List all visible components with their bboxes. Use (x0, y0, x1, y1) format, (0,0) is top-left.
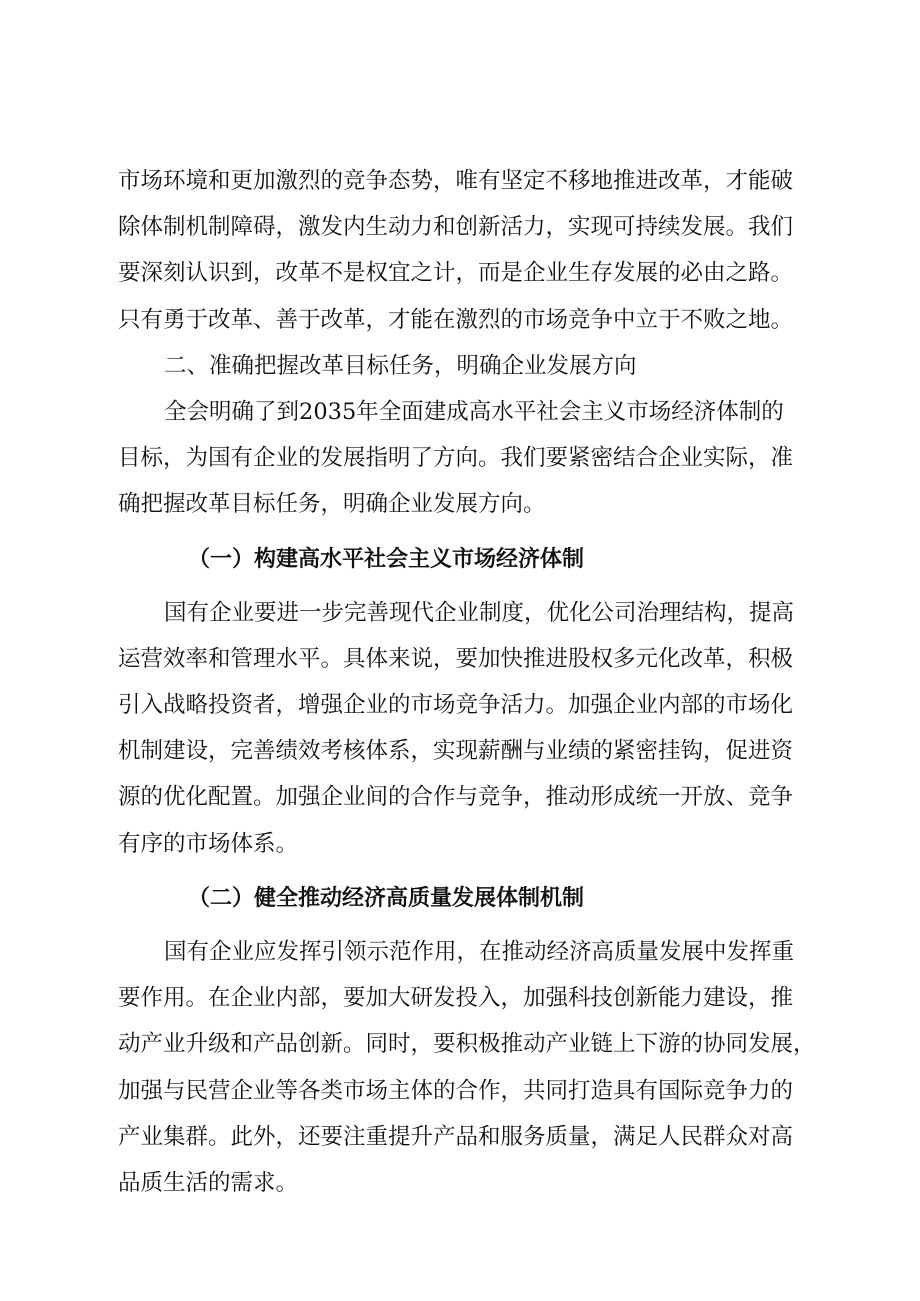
paragraph-line: 引入战略投资者，增强企业的市场竞争活力。加强企业内部的市场化 (118, 692, 794, 719)
paragraph-line: 运营效率和管理水平。具体来说，要加快推进股权多元化改革，积极 (118, 645, 794, 672)
paragraph-line: 要作用。在企业内部，要加大研发投入，加强科技创新能力建设，推 (118, 985, 794, 1012)
paragraph-line: 确把握改革目标任务，明确企业发展方向。 (118, 491, 546, 518)
paragraph-1 (118, 158, 810, 343)
subheading-1: （一）构建高水平社会主义市场经济体制 (188, 545, 585, 572)
paragraph-line: 源的优化配置。加强企业间的合作与竞争，推动形成统一开放、竞争 (118, 784, 794, 811)
paragraph-line: 有序的市场体系。 (118, 830, 299, 857)
spacer (118, 528, 810, 536)
paragraph-line: 市场环境和更加激烈的竞争态势，唯有坚定不移地推进改革，才能破 (118, 168, 794, 194)
paragraph-3 (118, 590, 810, 867)
section-heading-2: 二、准确把握改革目标任务，明确企业发展方向 (164, 352, 637, 379)
subheading-2: （二）健全推动经济高质量发展体制机制 (188, 884, 585, 911)
paragraph-line: 目标，为国有企业的发展指明了方向。我们要紧密结合企业实际，准 (118, 445, 794, 472)
paragraph-line: 加强与民营企业等各类市场主体的合作，共同打造具有国际竞争力的 (118, 1077, 794, 1104)
paragraph-line: 要深刻认识到，改革不是权宜之计，而是企业生存发展的必由之路。 (118, 260, 794, 287)
spacer (118, 867, 810, 875)
spacer (118, 921, 810, 929)
document-page (118, 158, 816, 1206)
paragraph-line: 品质生活的需求。 (118, 1169, 299, 1196)
paragraph-line: 动产业升级和产品创新。同时，要积极推动产业链上下游的协同发展， (118, 1031, 816, 1058)
paragraph-line: 全会明确了到2035年全面建成高水平社会主义市场经济体制的 (164, 398, 784, 425)
paragraph-line: 产业集群。此外，还要注重提升产品和服务质量，满足人民群众对高 (118, 1123, 794, 1150)
paragraph-line: 机制建设，完善绩效考核体系，实现薪酬与业绩的紧密挂钩，促进资 (118, 738, 794, 765)
paragraph-line: 国有企业要进一步完善现代企业制度，优化公司治理结构，提高 (164, 599, 795, 626)
paragraph-line: 国有企业应发挥引领示范作用，在推动经济高质量发展中发挥重 (164, 939, 795, 965)
paragraph-line: 只有勇于改革、善于改革，才能在激烈的市场竞争中立于不败之地。 (118, 306, 794, 333)
spacer (118, 582, 810, 590)
paragraph-2 (118, 389, 810, 528)
paragraph-line: 除体制机制障碍，激发内生动力和创新活力，实现可持续发展。我们 (118, 214, 794, 241)
paragraph-4 (118, 929, 816, 1206)
